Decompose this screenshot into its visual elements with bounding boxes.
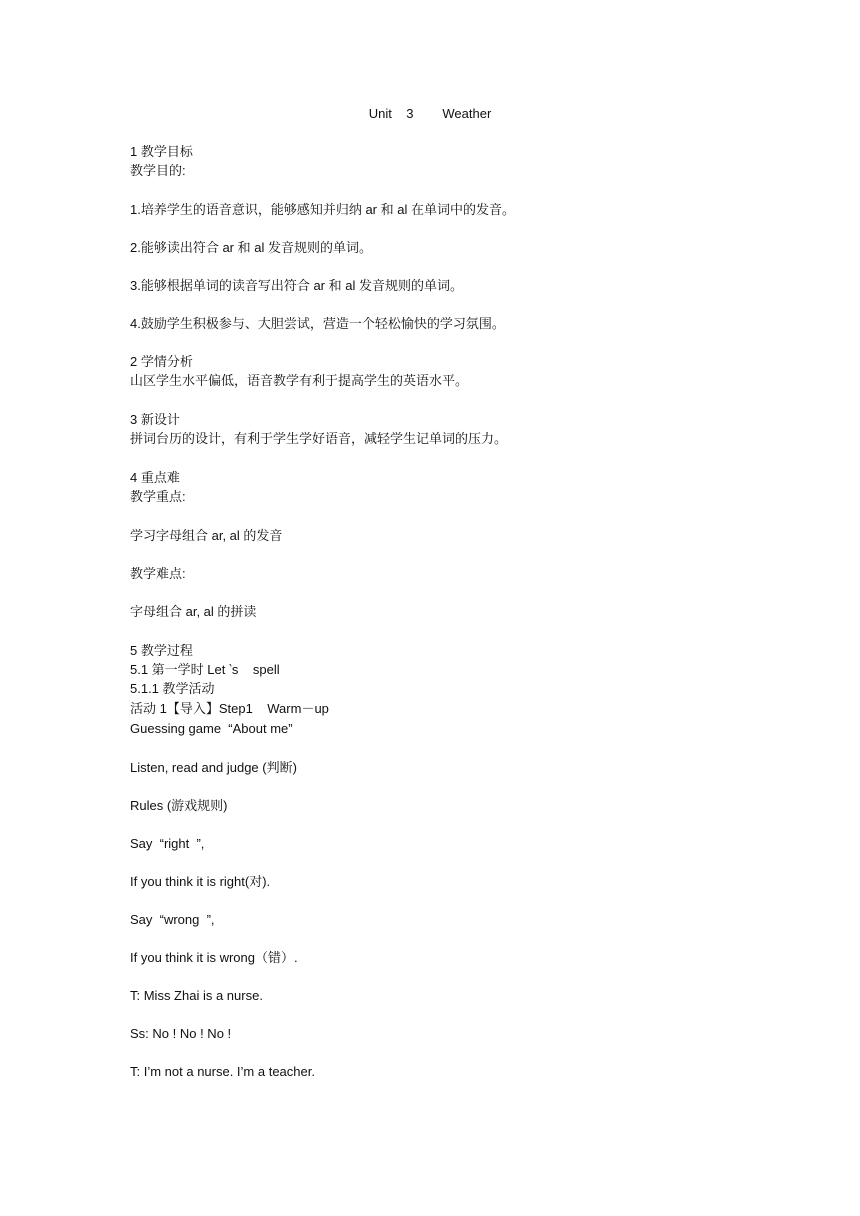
text-line: If you think it is right(对). xyxy=(130,874,271,889)
text-line: 2 学情分析 xyxy=(130,354,193,369)
text-line: 拼词台历的设计，有利于学生学好语音，减轻学生记单词的压力。 xyxy=(130,431,508,446)
text-line: 字母组合 ar, al 的拼读 xyxy=(130,604,257,619)
text-line: Listen, read and judge (判断) xyxy=(130,760,297,775)
text-line: 4.鼓励学生积极参与、大胆尝试，营造一个轻松愉快的学习氛围。 xyxy=(130,316,505,331)
text-line: Say “wrong ”, xyxy=(130,912,215,927)
text-line: If you think it is wrong（错）. xyxy=(130,950,298,965)
text-line: 4 重点难 xyxy=(130,470,180,485)
text-line: 5.1 第一学时 Let ‵s spell xyxy=(130,662,280,677)
text-line: 3.能够根据单词的读音写出符合 ar 和 al 发音规则的单词。 xyxy=(130,278,463,293)
text-line: Say “right ”, xyxy=(130,836,205,851)
text-line: 教学目的: xyxy=(130,163,186,178)
text-line: 山区学生水平偏低，语音教学有利于提高学生的英语水平。 xyxy=(130,373,469,388)
text-line: T: I’m not a nurse. I’m a teacher. xyxy=(130,1064,315,1079)
text-line: 2.能够读出符合 ar 和 al 发音规则的单词。 xyxy=(130,240,372,255)
text-line: 3 新设计 xyxy=(130,412,180,427)
text-line: 5 教学过程 xyxy=(130,643,193,658)
text-line: 5.1.1 教学活动 xyxy=(130,681,215,696)
text-line: 1.培养学生的语音意识，能够感知并归纳 ar 和 al 在单词中的发音。 xyxy=(130,202,515,217)
text-line: 学习字母组合 ar, al 的发音 xyxy=(130,528,283,543)
text-line: 活动 1【导入】Step1 Warm－up xyxy=(130,701,329,716)
text-line: Guessing game “About me” xyxy=(130,721,293,736)
text-line: Ss: No ! No ! No ! xyxy=(130,1026,232,1041)
text-line: Rules (游戏规则) xyxy=(130,798,228,813)
document-title: Unit 3 Weather xyxy=(368,106,492,121)
text-line: 教学难点: xyxy=(130,566,186,581)
text-line: 1 教学目标 xyxy=(130,144,193,159)
text-line: 教学重点: xyxy=(130,489,186,504)
text-line: T: Miss Zhai is a nurse. xyxy=(130,988,263,1003)
